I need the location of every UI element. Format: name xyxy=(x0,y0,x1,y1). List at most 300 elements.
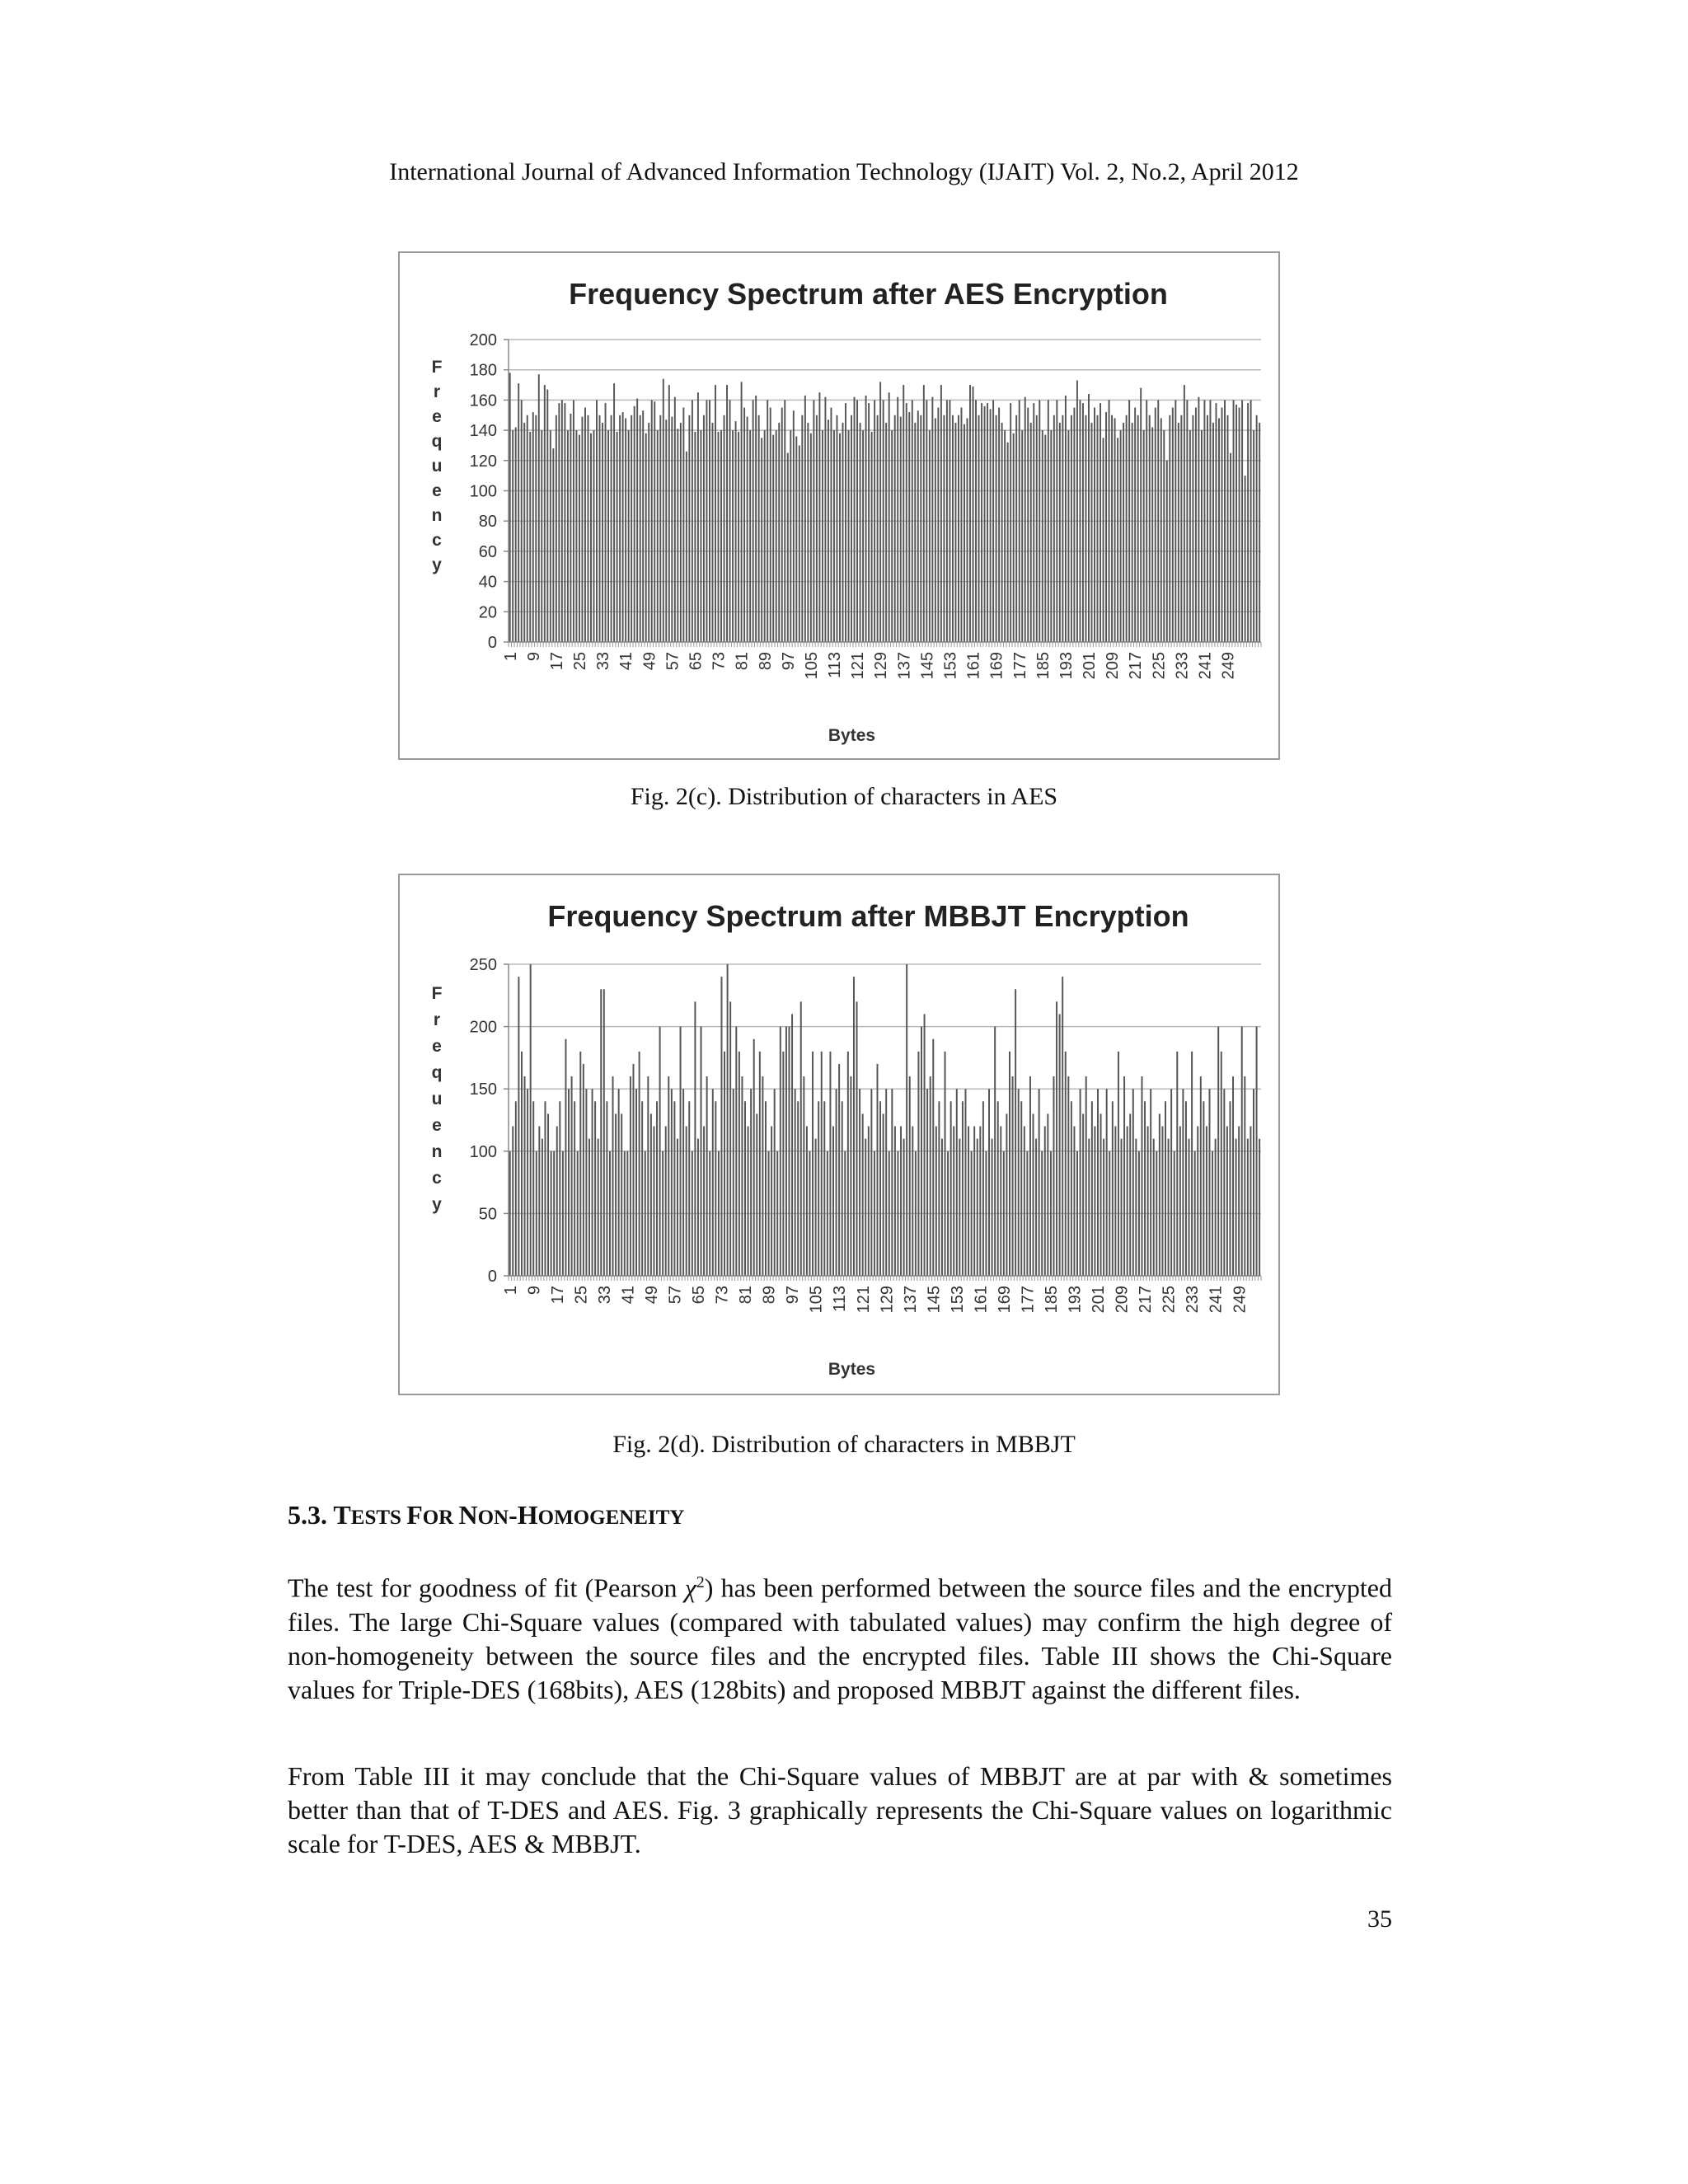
bar xyxy=(785,1027,787,1276)
bar xyxy=(588,1139,590,1276)
bar xyxy=(606,1101,607,1276)
bar xyxy=(641,1101,643,1276)
x-tick-label: 225 xyxy=(1160,1286,1179,1314)
bar xyxy=(781,408,783,642)
bar xyxy=(706,1076,708,1276)
bar xyxy=(1143,430,1145,642)
y-axis-label-letter: q xyxy=(431,1063,443,1082)
bar xyxy=(600,989,602,1276)
bar xyxy=(551,1151,552,1276)
x-tick-label: 17 xyxy=(548,1286,567,1305)
bar xyxy=(642,410,644,642)
bar xyxy=(945,1052,946,1276)
bar xyxy=(844,1151,846,1276)
x-tick-label: 57 xyxy=(663,652,682,671)
bar xyxy=(856,400,858,642)
x-tick-label: 73 xyxy=(713,1286,732,1305)
bar xyxy=(860,423,861,642)
bar xyxy=(1024,1127,1025,1276)
bar xyxy=(1203,400,1205,642)
bar xyxy=(1006,1113,1007,1276)
x-tick-label: 209 xyxy=(1113,1286,1132,1314)
bar xyxy=(912,1127,913,1276)
bar xyxy=(996,415,997,642)
y-axis-label-letter: F xyxy=(431,358,443,377)
bar xyxy=(862,430,864,642)
x-tick-label: 217 xyxy=(1127,652,1146,680)
x-tick-label: 217 xyxy=(1137,1286,1156,1314)
bar xyxy=(1150,1089,1151,1276)
bar xyxy=(969,385,971,642)
bar xyxy=(665,1127,667,1276)
bar xyxy=(1132,423,1133,642)
bar xyxy=(874,1151,875,1276)
bar xyxy=(848,430,850,642)
page-number: 35 xyxy=(1367,1905,1392,1933)
heading-prefix: 5.3. T xyxy=(288,1500,351,1530)
bar xyxy=(1245,476,1246,642)
bar xyxy=(1004,430,1006,642)
bar xyxy=(686,452,687,642)
bar xyxy=(1109,1151,1110,1276)
bar xyxy=(611,415,612,642)
bar xyxy=(671,1089,673,1276)
x-tick-label: 113 xyxy=(831,1286,850,1312)
x-tick-label: 193 xyxy=(1066,1286,1085,1314)
bar xyxy=(677,429,678,642)
x-tick-label: 89 xyxy=(756,652,775,671)
x-tick-label: 137 xyxy=(901,1286,920,1314)
bar xyxy=(1033,403,1034,642)
bar xyxy=(782,1052,784,1276)
bar xyxy=(931,397,933,642)
bar xyxy=(1215,1139,1217,1276)
bar xyxy=(829,1052,831,1276)
x-tick-label: 17 xyxy=(547,652,566,671)
x-tick-label: 97 xyxy=(779,652,798,671)
bar xyxy=(581,417,583,642)
bar xyxy=(598,1139,599,1276)
bar xyxy=(668,1076,669,1276)
bar xyxy=(750,1089,752,1276)
x-tick-label: 129 xyxy=(878,1286,897,1314)
bar xyxy=(619,415,621,642)
bar xyxy=(1207,415,1208,642)
bar xyxy=(979,1127,981,1276)
x-tick-label: 49 xyxy=(642,1286,661,1305)
bar xyxy=(1146,400,1147,642)
bar xyxy=(958,415,959,642)
bar xyxy=(1048,400,1049,642)
x-tick-label: 73 xyxy=(710,652,729,671)
bar xyxy=(1179,1127,1181,1276)
bar xyxy=(1238,1127,1240,1276)
bar xyxy=(688,415,690,642)
bar xyxy=(771,1127,772,1276)
bar xyxy=(718,1151,720,1276)
bar xyxy=(654,401,655,642)
bar xyxy=(903,385,904,642)
bar xyxy=(977,1139,978,1276)
bar xyxy=(1239,408,1240,642)
bar xyxy=(1019,400,1020,642)
y-tick-label: 20 xyxy=(478,603,497,622)
bar xyxy=(588,415,589,642)
bar xyxy=(1198,397,1199,642)
y-tick-label: 150 xyxy=(469,1080,497,1099)
y-tick-label: 60 xyxy=(478,542,497,561)
bar xyxy=(1041,1151,1043,1276)
heading-part: ON xyxy=(477,1507,509,1529)
bar xyxy=(765,1101,767,1276)
bar xyxy=(954,423,956,642)
bar xyxy=(1126,415,1128,642)
heading-part: N xyxy=(458,1500,478,1530)
figure-caption-aes: Fig. 2(c). Distribution of characters in AES xyxy=(630,783,1058,810)
bar xyxy=(1012,1076,1014,1276)
y-tick-label: 200 xyxy=(469,331,497,349)
bar xyxy=(1062,415,1063,642)
bar xyxy=(1044,435,1046,642)
x-tick-label: 185 xyxy=(1034,652,1053,680)
bar xyxy=(1035,1139,1037,1276)
bar xyxy=(813,400,814,642)
bar xyxy=(759,1052,761,1276)
bar xyxy=(1147,1127,1149,1276)
y-tick-label: 160 xyxy=(469,391,497,410)
y-tick-label: 40 xyxy=(478,573,497,592)
bar xyxy=(509,1151,511,1276)
bar xyxy=(1033,1113,1034,1276)
bar xyxy=(997,1101,999,1276)
bar xyxy=(950,1101,952,1276)
bar xyxy=(1250,1127,1251,1276)
bar xyxy=(789,1027,790,1276)
bar xyxy=(845,403,846,642)
mbbjt-chart-svg xyxy=(400,875,1278,1394)
bar xyxy=(515,427,517,642)
y-tick-label: 140 xyxy=(469,422,497,441)
body-paragraph-2: From Table III it may conclude that the Chi-Square values of MBBJT are at par with & sometimes better than that of T-DES and AES. Fig. 3 graphically represents the Chi-Square values on logarithmic scale for T-DES, AES & MBBJT. xyxy=(288,1761,1392,1858)
bar xyxy=(741,1076,743,1276)
bar xyxy=(621,1113,622,1276)
bar xyxy=(906,964,907,1276)
bar xyxy=(908,412,910,642)
bar xyxy=(712,1089,714,1276)
bar xyxy=(692,1151,693,1276)
heading-part: ESTS xyxy=(350,1507,407,1529)
x-tick-label: 153 xyxy=(941,652,960,680)
bar xyxy=(709,1151,710,1276)
bar xyxy=(1076,1151,1078,1276)
x-tick-label: 97 xyxy=(784,1286,803,1305)
bar xyxy=(536,1151,537,1276)
bar xyxy=(1233,400,1235,642)
bar xyxy=(729,400,731,642)
bar xyxy=(859,1089,860,1276)
bar xyxy=(701,1027,702,1276)
x-tick-label: 1 xyxy=(501,1286,520,1296)
bar xyxy=(810,434,812,642)
bar xyxy=(599,415,601,642)
bar xyxy=(1163,430,1165,642)
bar xyxy=(1091,1101,1093,1276)
bar xyxy=(1218,418,1220,642)
bar xyxy=(574,1101,575,1276)
bar xyxy=(720,977,722,1276)
bar xyxy=(900,417,902,642)
bar xyxy=(1144,1101,1146,1276)
bar xyxy=(634,406,635,642)
bar xyxy=(838,1064,840,1276)
running-head: International Journal of Advanced Information Technology (IJAIT) Vol. 2, No.2, April 2012 xyxy=(389,158,1299,185)
bar xyxy=(1120,430,1122,642)
bar xyxy=(579,1052,581,1276)
bar xyxy=(973,387,974,642)
x-tick-label: 129 xyxy=(872,652,891,680)
bar xyxy=(1156,1151,1157,1276)
y-tick-label: 180 xyxy=(469,361,497,380)
x-tick-label: 121 xyxy=(849,652,868,680)
bar xyxy=(562,1151,564,1276)
bar xyxy=(1091,423,1093,642)
bar xyxy=(1180,415,1182,642)
bar xyxy=(1216,403,1217,642)
bar xyxy=(891,430,893,642)
bar xyxy=(1230,453,1231,642)
bar xyxy=(521,400,523,642)
y-tick-label: 100 xyxy=(469,1142,497,1161)
bar xyxy=(738,432,739,642)
bar xyxy=(733,1089,734,1276)
bar xyxy=(1175,400,1176,642)
x-tick-label: 209 xyxy=(1104,652,1123,680)
x-tick-label: 65 xyxy=(690,1286,709,1305)
bar xyxy=(1236,405,1237,642)
bar xyxy=(930,1076,931,1276)
bar xyxy=(1253,430,1254,642)
bar xyxy=(1184,385,1185,642)
y-tick-label: 50 xyxy=(478,1205,497,1224)
x-tick-label: 57 xyxy=(666,1286,685,1305)
bar xyxy=(1111,415,1113,642)
bar xyxy=(965,1089,967,1276)
x-tick-label: 89 xyxy=(760,1286,779,1305)
x-tick-label: 145 xyxy=(925,1286,944,1314)
bar xyxy=(552,448,554,642)
bar xyxy=(577,1151,579,1276)
bar xyxy=(659,415,661,642)
bar xyxy=(937,408,939,642)
bar xyxy=(1003,1151,1005,1276)
bar xyxy=(1159,1113,1160,1276)
bar xyxy=(889,392,890,642)
section-heading xyxy=(288,1500,684,1530)
bar xyxy=(818,392,820,642)
x-axis-label: Bytes xyxy=(828,726,876,745)
bar xyxy=(807,423,809,642)
x-tick-label: 105 xyxy=(807,1286,826,1314)
x-tick-label: 201 xyxy=(1081,652,1100,680)
bar xyxy=(1206,1127,1207,1276)
bar xyxy=(512,1127,513,1276)
bar xyxy=(656,1101,658,1276)
bar xyxy=(1217,1027,1219,1276)
bar xyxy=(1151,427,1153,642)
bar xyxy=(659,1027,661,1276)
bar xyxy=(968,1127,969,1276)
bar xyxy=(607,430,609,642)
bar xyxy=(1200,1076,1202,1276)
para1-text-a: The test for goodness of fit (Pearson xyxy=(288,1572,685,1603)
bar xyxy=(1094,1127,1095,1276)
bar xyxy=(697,1139,699,1276)
bar xyxy=(674,397,676,642)
bar xyxy=(961,408,963,642)
bar xyxy=(842,1101,843,1276)
bar xyxy=(1250,400,1252,642)
y-axis-label-letter: u xyxy=(431,457,443,476)
x-tick-label: 169 xyxy=(987,652,1006,680)
bar xyxy=(1224,400,1226,642)
bar xyxy=(992,1139,993,1276)
bar xyxy=(1141,1076,1142,1276)
x-tick-label: 161 xyxy=(972,1286,991,1314)
bar xyxy=(715,1101,716,1276)
x-tick-label: 49 xyxy=(640,652,659,671)
bar xyxy=(1114,1127,1116,1276)
bar xyxy=(1097,1089,1099,1276)
bar xyxy=(605,403,607,642)
bar xyxy=(603,989,605,1276)
bar xyxy=(761,438,762,642)
bar xyxy=(665,419,667,642)
bar xyxy=(538,374,540,642)
bar xyxy=(1039,400,1040,642)
bar xyxy=(640,415,641,642)
bar xyxy=(1229,1101,1231,1276)
bar xyxy=(1112,1101,1114,1276)
y-axis-label-letter: e xyxy=(432,481,442,500)
bar xyxy=(694,1001,696,1276)
bar xyxy=(1132,1089,1134,1276)
bar xyxy=(1007,443,1009,642)
bar xyxy=(518,383,519,642)
bar xyxy=(947,1151,949,1276)
bar xyxy=(1020,1101,1022,1276)
bar xyxy=(1189,430,1191,642)
bar xyxy=(735,1027,737,1276)
bar xyxy=(1185,1101,1187,1276)
bar xyxy=(1076,381,1078,642)
bar xyxy=(532,412,534,642)
bar xyxy=(818,1101,819,1276)
x-tick-label: 161 xyxy=(964,652,983,680)
bar xyxy=(657,430,659,642)
bar xyxy=(630,1076,631,1276)
bar xyxy=(874,400,875,642)
bar xyxy=(850,1076,851,1276)
x-axis-label: Bytes xyxy=(828,1360,876,1379)
bar xyxy=(830,408,832,642)
bar xyxy=(636,399,638,642)
y-tick-label: 0 xyxy=(487,634,497,652)
x-tick-label: 185 xyxy=(1043,1286,1062,1314)
bar xyxy=(628,430,630,642)
bar xyxy=(1067,430,1069,642)
figure-caption-mbbjt: Fig. 2(d). Distribution of characters in MBBJT xyxy=(612,1431,1076,1458)
bar xyxy=(827,1151,828,1276)
y-axis-label-letter: n xyxy=(431,1142,443,1161)
bar xyxy=(787,453,789,642)
bar xyxy=(538,1127,540,1276)
bar xyxy=(594,1101,596,1276)
bar xyxy=(645,1151,646,1276)
bar xyxy=(1247,403,1249,642)
bar xyxy=(1062,977,1063,1276)
bar xyxy=(1138,1151,1140,1276)
bar xyxy=(912,400,913,642)
x-tick-label: 241 xyxy=(1207,1286,1226,1314)
bar xyxy=(726,385,728,642)
x-tick-label: 249 xyxy=(1231,1286,1250,1314)
bar xyxy=(738,1052,740,1276)
y-tick-label: 100 xyxy=(469,482,497,501)
bar xyxy=(592,1089,593,1276)
bar xyxy=(585,1089,587,1276)
bar xyxy=(780,1027,781,1276)
bar xyxy=(856,1001,858,1276)
bar xyxy=(897,397,898,642)
bar xyxy=(1256,415,1258,642)
bar xyxy=(682,408,684,642)
bar xyxy=(546,390,548,642)
y-axis-label-letter: c xyxy=(432,531,442,550)
bar xyxy=(1082,1113,1084,1276)
bar xyxy=(975,400,977,642)
bar xyxy=(694,432,696,642)
bar xyxy=(653,1127,654,1276)
bar xyxy=(1103,1139,1104,1276)
bar xyxy=(868,1127,870,1276)
bar xyxy=(821,1052,823,1276)
bar xyxy=(833,430,835,642)
bar xyxy=(1174,1151,1175,1276)
bar xyxy=(941,1139,943,1276)
bar xyxy=(889,1151,890,1276)
bar xyxy=(967,418,968,642)
bar xyxy=(573,400,574,642)
x-tick-label: 233 xyxy=(1173,652,1192,680)
bar xyxy=(1203,1101,1204,1276)
bar xyxy=(703,1127,705,1276)
bar xyxy=(1085,415,1086,642)
bar xyxy=(940,385,942,642)
bar xyxy=(1165,1101,1166,1276)
bar xyxy=(776,430,777,642)
bar xyxy=(879,1101,881,1276)
bar xyxy=(709,400,710,642)
y-axis-label-letter: e xyxy=(432,1116,442,1135)
bar xyxy=(778,423,780,642)
bar xyxy=(1166,461,1168,642)
bar xyxy=(883,400,884,642)
bar xyxy=(1128,400,1130,642)
bar xyxy=(923,385,925,642)
bar xyxy=(758,415,760,642)
bar xyxy=(804,396,806,642)
x-tick-label: 105 xyxy=(802,652,821,680)
